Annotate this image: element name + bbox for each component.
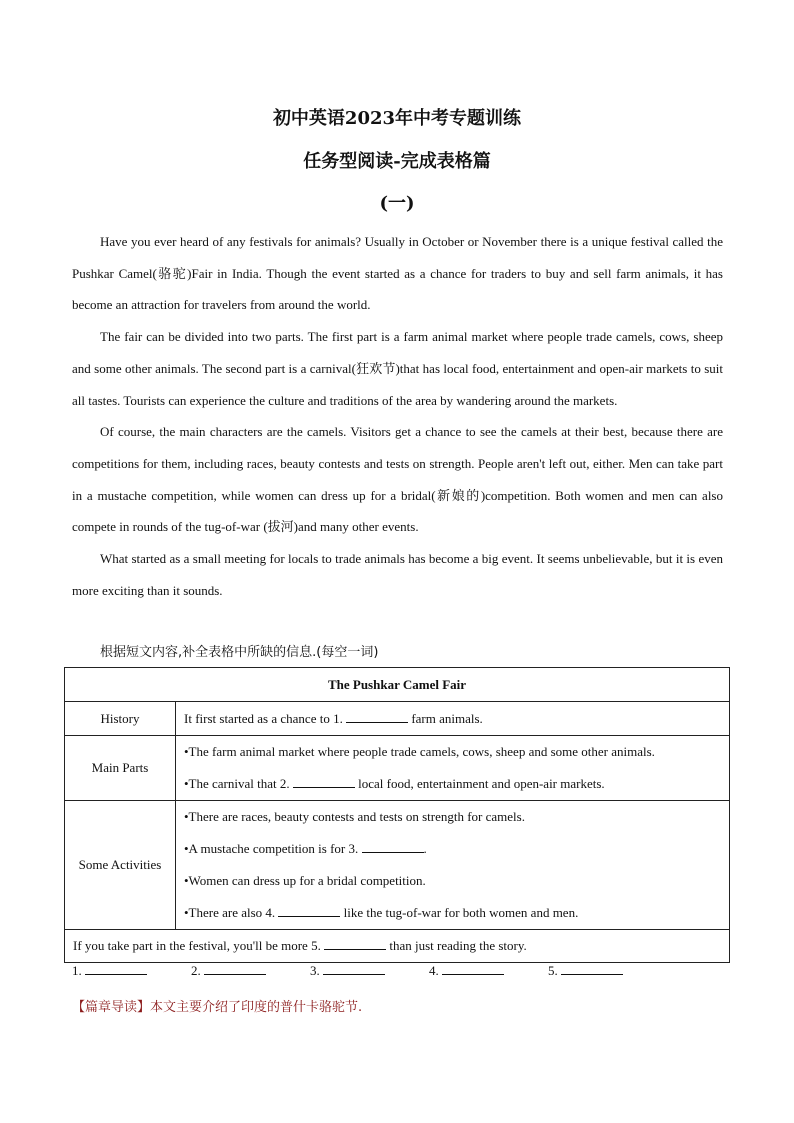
footer-post: than just reading the story. xyxy=(389,938,527,953)
blank-4[interactable] xyxy=(278,905,340,917)
answer-slot-4[interactable]: 4. xyxy=(429,963,548,979)
answer-slot-2[interactable]: 2. xyxy=(191,963,310,979)
table-title: The Pushkar Camel Fair xyxy=(65,668,730,702)
table-footer-row xyxy=(65,930,730,963)
blank-5[interactable] xyxy=(324,938,386,950)
passage-paragraph-4: What started as a small meeting for locals to trade animals has become a big event. It seems unbelievable, but it is even more exciting than it sounds. xyxy=(72,551,723,598)
passage-paragraph-1: Have you ever heard of any festivals for animals? Usually in October or November there is a unique festival called the Pushkar Camel(骆驼)Fair in India. Though the event started as a chance for traders to buy and sell farm animals, it has become an attraction for travelers from around the world. xyxy=(72,234,723,313)
row-label-activities: Some Activities xyxy=(65,801,176,930)
task-instruction: 根据短文内容,补全表格中所缺的信息.(每空一词) xyxy=(100,645,379,660)
history-cell xyxy=(176,702,730,736)
title-line-2: 任务型阅读-完成表格篇 xyxy=(303,151,491,172)
row-label-history: History xyxy=(65,702,176,736)
article-guide-note: 【篇章导读】本文主要介绍了印度的普什卡骆驼节. xyxy=(72,1000,363,1015)
act-line2-post: . xyxy=(423,841,427,856)
act-line4-post: like the tug-of-war for both women and men. xyxy=(343,905,579,920)
act-line4-pre: •There are also 4. xyxy=(184,905,276,920)
blank-3[interactable] xyxy=(362,841,424,853)
passage-paragraph-3: Of course, the main characters are the camels. Visitors get a chance to see the camels at their best, because there are competitions for them, including races, beauty contests and tests on strength. People aren't left out, either. Men can take part in a mustache competition, while women can dress up for a bridal(新娘的)competition. Both women and men can also compete in rounds of the tug-of-war (拔河)and many other events. xyxy=(72,424,723,535)
main-parts-cell xyxy=(176,736,730,801)
passage-paragraph-2: The fair can be divided into two parts. The first part is a farm animal market where people trade camels, cows, sheep and some other animals. The second part is a carnival(狂欢节)that has local food, entertainment and open-air markets to suit all tastes. Tourists can experience the culture and traditions of the area by wandering around the markets. xyxy=(72,329,723,408)
main-line2-post: local food, entertainment and open-air markets. xyxy=(358,776,605,791)
answer-slot-3[interactable]: 3. xyxy=(310,963,429,979)
answer-slot-1[interactable]: 1. xyxy=(72,963,191,979)
main-line2-pre: •The carnival that 2. xyxy=(184,776,290,791)
answer-line xyxy=(72,963,667,979)
act-line2-pre: •A mustache competition is for 3. xyxy=(184,841,359,856)
title-line-1: 初中英语2023年中考专题训练 xyxy=(272,108,522,129)
activities-line-2 xyxy=(184,833,721,865)
title-line-3: (一) xyxy=(379,193,415,214)
blank-2[interactable] xyxy=(293,776,355,788)
activities-line-3: •Women can dress up for a bridal competition. xyxy=(184,873,426,888)
activities-line-4 xyxy=(184,897,721,929)
history-text-post: farm animals. xyxy=(411,710,483,726)
history-text-pre: It first started as a chance to 1. xyxy=(184,710,343,726)
row-label-main-parts: Main Parts xyxy=(65,736,176,801)
blank-1[interactable] xyxy=(346,711,408,723)
main-parts-line-1: •The farm animal market where people trade camels, cows, sheep and some other animals. xyxy=(184,744,655,759)
answer-slot-5[interactable]: 5. xyxy=(548,963,667,979)
main-parts-line-2 xyxy=(184,768,721,800)
fill-in-table xyxy=(64,667,730,963)
reading-passage xyxy=(72,226,723,606)
activities-cell xyxy=(176,801,730,930)
footer-pre: If you take part in the festival, you'll be more 5. xyxy=(73,938,321,953)
activities-line-1: •There are races, beauty contests and tests on strength for camels. xyxy=(184,809,525,824)
